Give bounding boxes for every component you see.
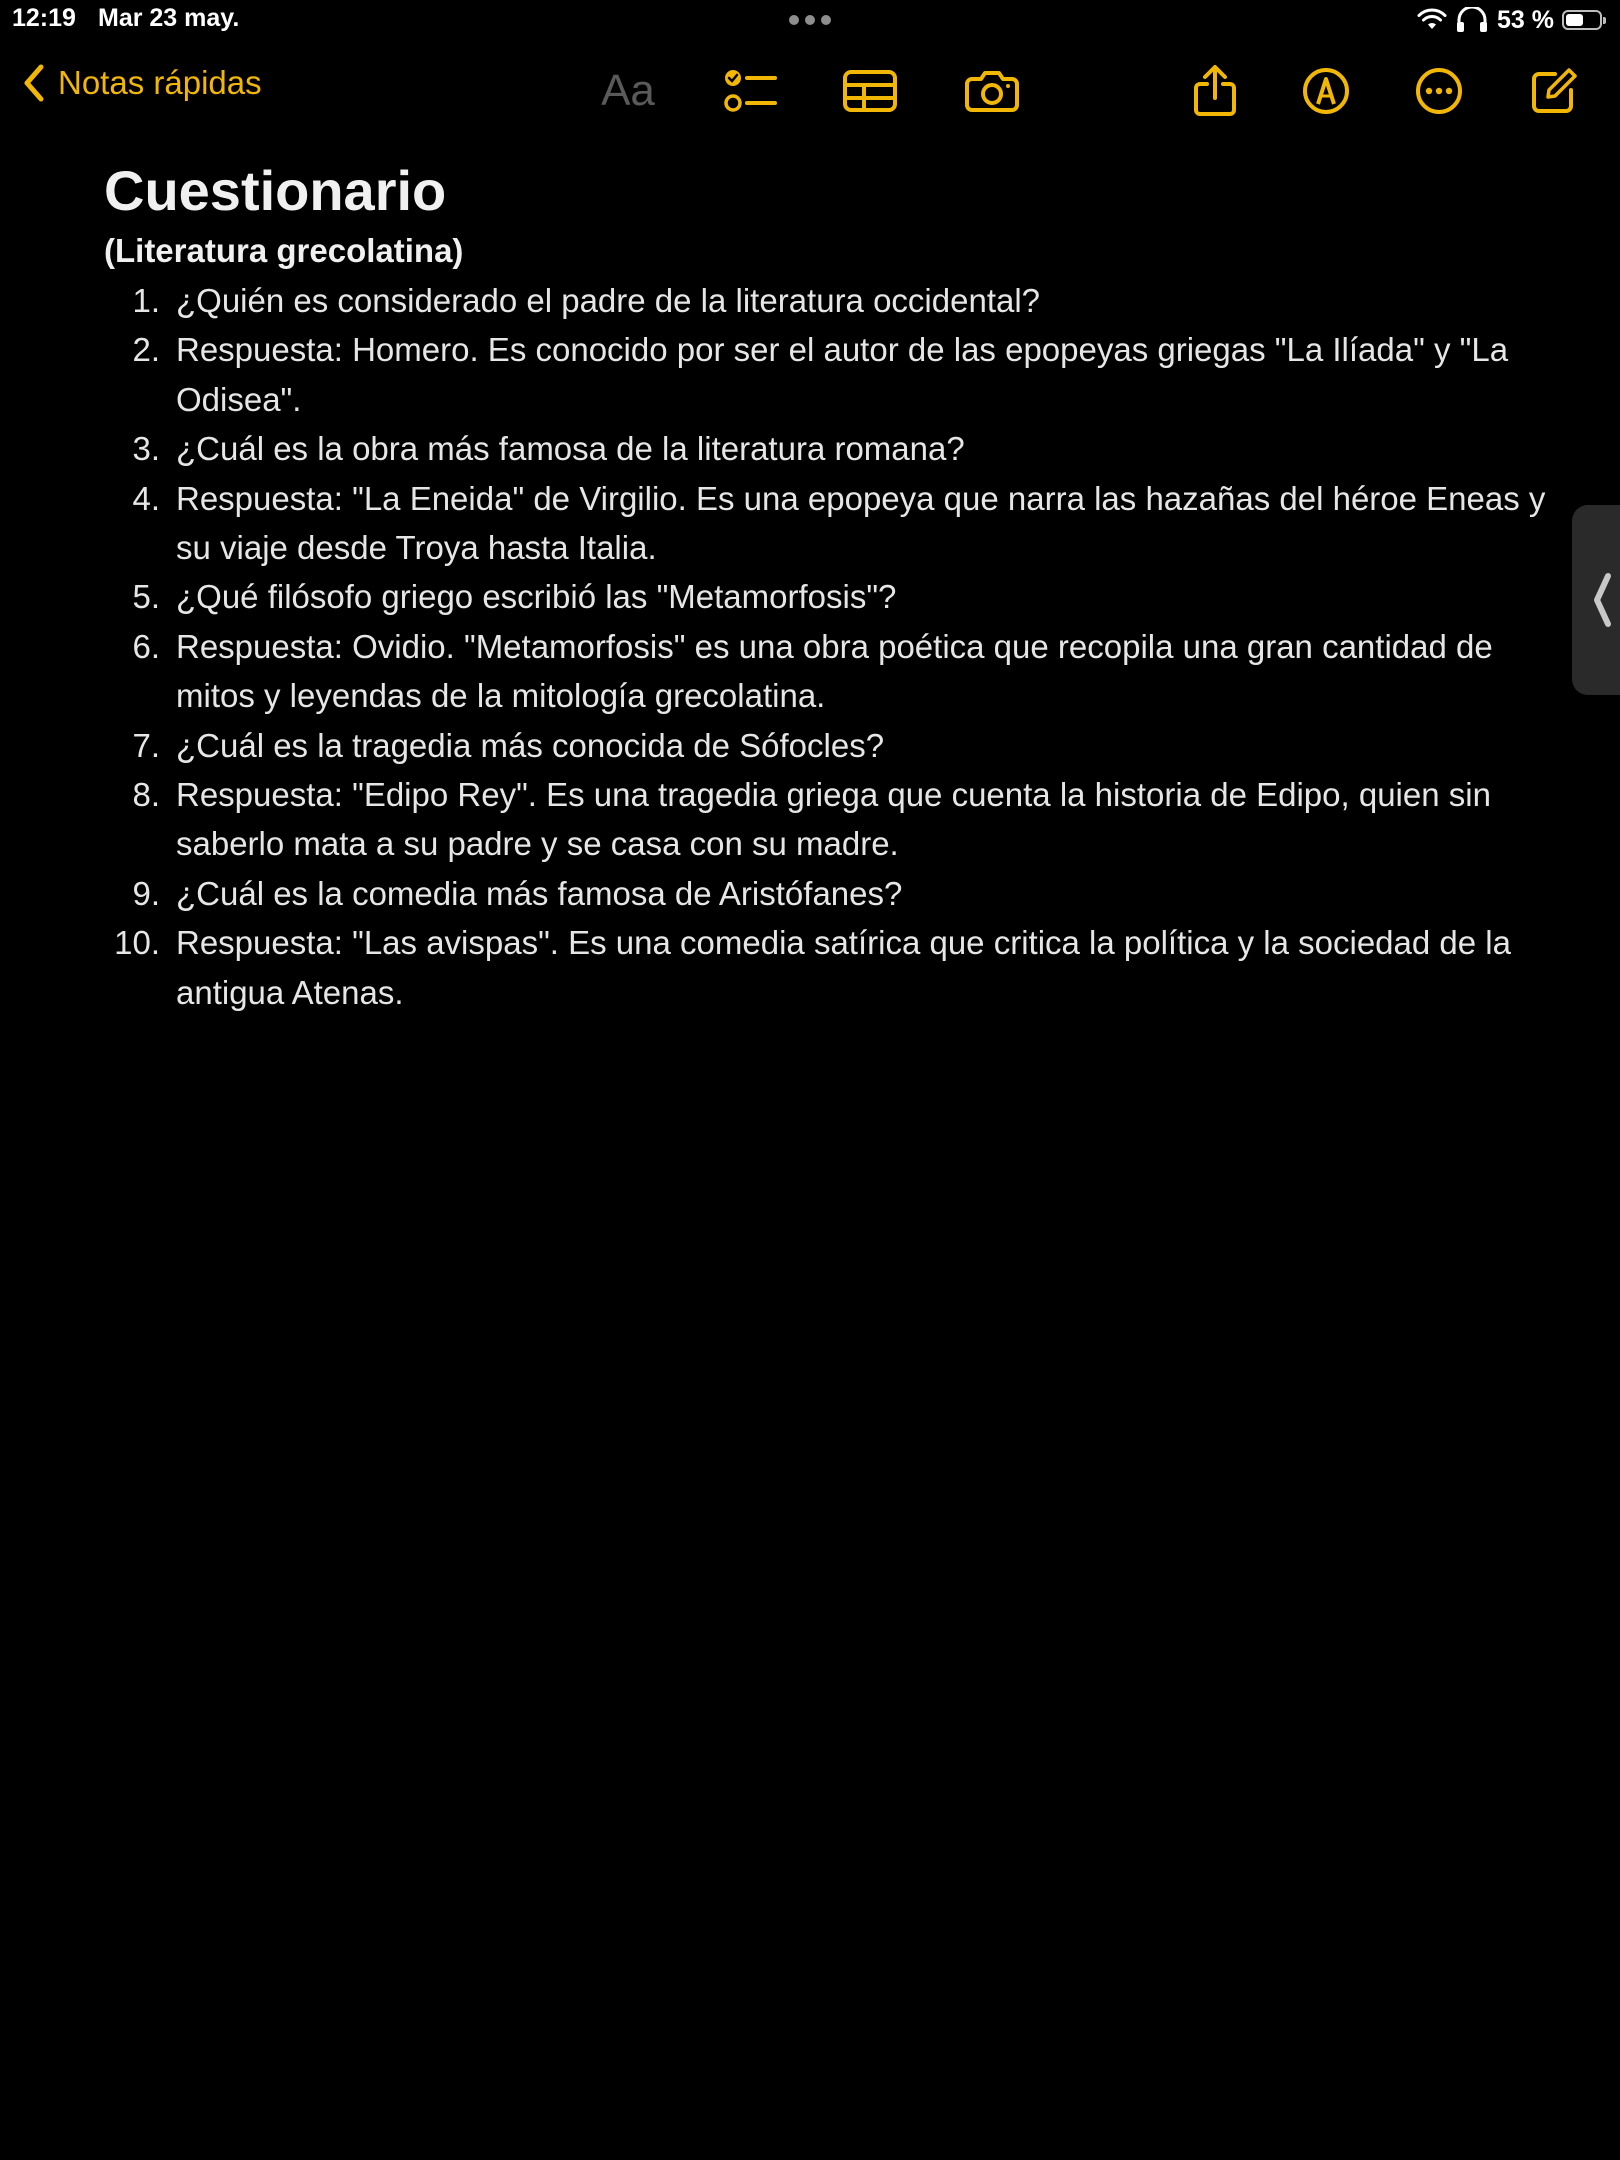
format-label: Aa	[601, 66, 655, 115]
list-item	[104, 770, 1576, 869]
battery-icon	[1562, 10, 1602, 30]
note-title: Cuestionario	[104, 159, 447, 222]
list-item	[104, 474, 1576, 573]
list-item-number: 5.	[132, 578, 160, 616]
list-item-number: 7.	[132, 726, 160, 764]
side-panel-tab[interactable]	[1572, 505, 1620, 695]
list-item-text: Respuesta: "Las avispas". Es una comedia satírica que critica la política y la sociedad de la antigua Atenas.	[176, 924, 1511, 1011]
toolbar	[0, 55, 1620, 127]
more-icon	[1414, 66, 1464, 116]
headphones-icon	[1455, 7, 1489, 33]
markup-icon	[1301, 66, 1351, 116]
list-item	[104, 424, 1576, 473]
list-item	[104, 918, 1576, 1017]
list-item-text: ¿Qué filósofo griego escribió las "Metamorfosis"?	[176, 578, 897, 616]
list-item-number: 1.	[132, 282, 160, 319]
format-button[interactable]	[596, 63, 660, 119]
battery-percent: 53 %	[1497, 5, 1554, 34]
compose-icon	[1529, 66, 1579, 116]
wifi-icon	[1417, 8, 1447, 32]
share-button[interactable]	[1183, 63, 1247, 119]
status-indicators	[1417, 4, 1602, 36]
back-label: Notas rápidas	[58, 64, 262, 101]
markup-button[interactable]	[1294, 63, 1358, 119]
checklist-icon	[723, 67, 777, 115]
list-item-number: 8.	[132, 776, 160, 814]
battery-level	[1566, 14, 1583, 26]
camera-button[interactable]	[960, 63, 1024, 119]
more-button[interactable]	[1407, 63, 1471, 119]
list-item	[104, 572, 1576, 621]
list-item-number: 3.	[132, 430, 160, 468]
list-item-number: 2.	[132, 331, 160, 369]
note-subtitle: (Literatura grecolatina)	[104, 232, 464, 269]
list-item-text: ¿Cuál es la obra más famosa de la literatura romana?	[176, 430, 965, 468]
list-item	[104, 276, 1576, 325]
list-item-number: 6.	[132, 627, 160, 665]
list-item-text: Respuesta: "La Eneida" de Virgilio. Es una epopeya que narra las hazañas del héroe Eneas y su viaje desde Troya hasta Italia.	[176, 479, 1546, 567]
list-item-text: ¿Cuál es la comedia más famosa de Aristófanes?	[176, 874, 903, 912]
status-date: Mar 23 may.	[98, 4, 240, 32]
list-item-number: 9.	[132, 874, 160, 912]
list-item-text: Respuesta: "Edipo Rey". Es una tragedia griega que cuenta la historia de Edipo, quien sin saberlo mata a su padre y se casa con su madre.	[176, 776, 1491, 863]
list-item	[104, 869, 1576, 918]
list-item-text: Respuesta: Homero. Es conocido por ser el autor de las epopeyas griegas "La Ilíada" y "La Odisea".	[176, 331, 1509, 418]
checklist-button[interactable]	[718, 63, 782, 119]
note-list	[104, 276, 1546, 1017]
list-item-number: 10.	[114, 924, 160, 962]
status-time: 12:19	[12, 4, 76, 32]
list-item-text: ¿Quién es considerado el padre de la literatura occidental?	[176, 282, 1041, 319]
multitasking-dots-icon[interactable]	[787, 12, 833, 28]
chevron-left-icon	[22, 63, 46, 103]
status-bar	[0, 0, 1620, 40]
list-item	[104, 325, 1576, 424]
list-item-text: ¿Cuál es la tragedia más conocida de Sófocles?	[176, 726, 885, 764]
list-item	[104, 721, 1576, 770]
list-item-text: Respuesta: Ovidio. "Metamorfosis" es una obra poética que recopila una gran cantidad de mitos y leyendas de la mitología grecolatina.	[176, 627, 1493, 715]
compose-button[interactable]	[1522, 63, 1586, 119]
table-button[interactable]	[838, 63, 902, 119]
share-icon	[1192, 64, 1238, 118]
list-item-number: 4.	[132, 479, 160, 517]
back-button[interactable]	[22, 63, 262, 103]
camera-icon	[964, 69, 1020, 113]
table-icon	[842, 69, 898, 113]
list-item	[104, 622, 1576, 721]
chevron-left-icon	[1590, 570, 1614, 630]
note-body[interactable]	[104, 156, 1546, 1017]
